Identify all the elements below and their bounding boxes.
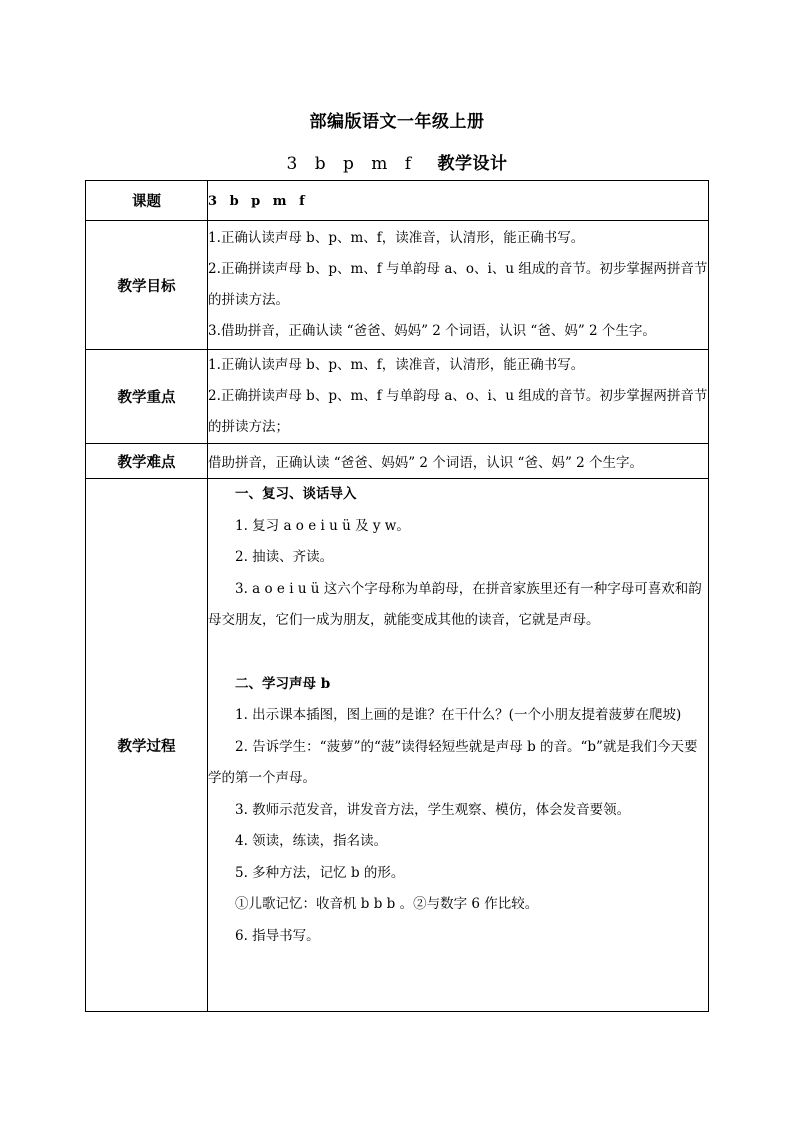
goals-label: 教学目标 — [86, 221, 208, 350]
process-step: 3. a o e i u ü 这六个字母称为单韵母，在拼音家族里还有一种字母可喜欢和韵母交朋友，它们一成为朋友，就能变成其他的读音，它就是声母。 — [208, 580, 702, 628]
goal-line: 1.正确认读声母 b、p、m、f，读准音，认清形，能正确书写。 — [208, 230, 585, 246]
topic-label: 课题 — [86, 181, 208, 221]
process-step: 2. 告诉学生：“菠萝”的“菠”读得轻短些就是声母 b 的音。“b”就是我们今天要学的第一个声母。 — [208, 738, 698, 786]
process-label: 教学过程 — [86, 479, 208, 1012]
process-step: 5. 多种方法，记忆 b 的形。 — [235, 864, 405, 881]
process-step: 6. 指导书写。 — [235, 927, 320, 944]
difficulty-label: 教学难点 — [86, 444, 208, 479]
row-difficulty — [86, 444, 709, 479]
process-step: 3. 教师示范发音，讲发音方法，学生观察、模仿，体会发音要领。 — [235, 801, 631, 818]
key-line: 1.正确认读声母 b、p、m、f，读准音，认清形，能正确书写。 — [208, 357, 585, 373]
goal-line: 3.借助拼音，正确认读 “爸爸、妈妈” 2 个词语，认识 “爸、妈” 2 个生字。 — [208, 323, 656, 339]
section-heading: 一、复习、谈话导入 — [235, 486, 357, 502]
process-step: 4. 领读，练读，指名读。 — [235, 833, 388, 849]
difficulty-value: 借助拼音，正确认读 “爸爸、妈妈” 2 个词语，认识 “爸、妈” 2 个生字。 — [208, 444, 709, 479]
row-key-points — [86, 350, 709, 444]
process-step: ①儿歌记忆：收音机 b b b 。②与数字 6 作比较。 — [235, 896, 539, 912]
process-step: 1. 复习 a o e i u ü 及 y w。 — [235, 517, 410, 534]
key-label: 教学重点 — [86, 350, 208, 444]
lesson-design-label: 教学设计 — [437, 154, 508, 174]
process-step: 2. 抽读、齐读。 — [235, 549, 334, 565]
lesson-plan-table — [85, 180, 709, 1012]
goals-cell — [208, 221, 709, 350]
key-cell — [208, 350, 709, 444]
process-cell — [208, 479, 709, 1012]
lesson-code: 3 b p m f — [286, 154, 418, 174]
section-heading: 二、学习声母 b — [235, 675, 331, 692]
topic-value: 3 b p m f — [208, 193, 309, 209]
lesson-title — [0, 149, 794, 174]
goal-line: 2.正确拼读声母 b、p、m、f 与单韵母 a、o、i、u 组成的音节。初步掌握两拼音节的拼读方法。 — [208, 261, 708, 308]
document-title: 部编版语文一年级上册 — [309, 112, 485, 132]
row-process — [86, 479, 709, 1012]
key-line: 2.正确拼读声母 b、p、m、f 与单韵母 a、o、i、u 组成的音节。初步掌握两拼音节的拼读方法； — [208, 388, 708, 435]
row-goals — [86, 221, 709, 350]
row-topic — [86, 181, 709, 221]
process-step: 1. 出示课本插图，图上画的是谁？在干什么？(一个小朋友提着菠萝在爬坡) — [235, 707, 682, 723]
topic-cell — [208, 181, 709, 221]
spacer — [208, 637, 708, 669]
